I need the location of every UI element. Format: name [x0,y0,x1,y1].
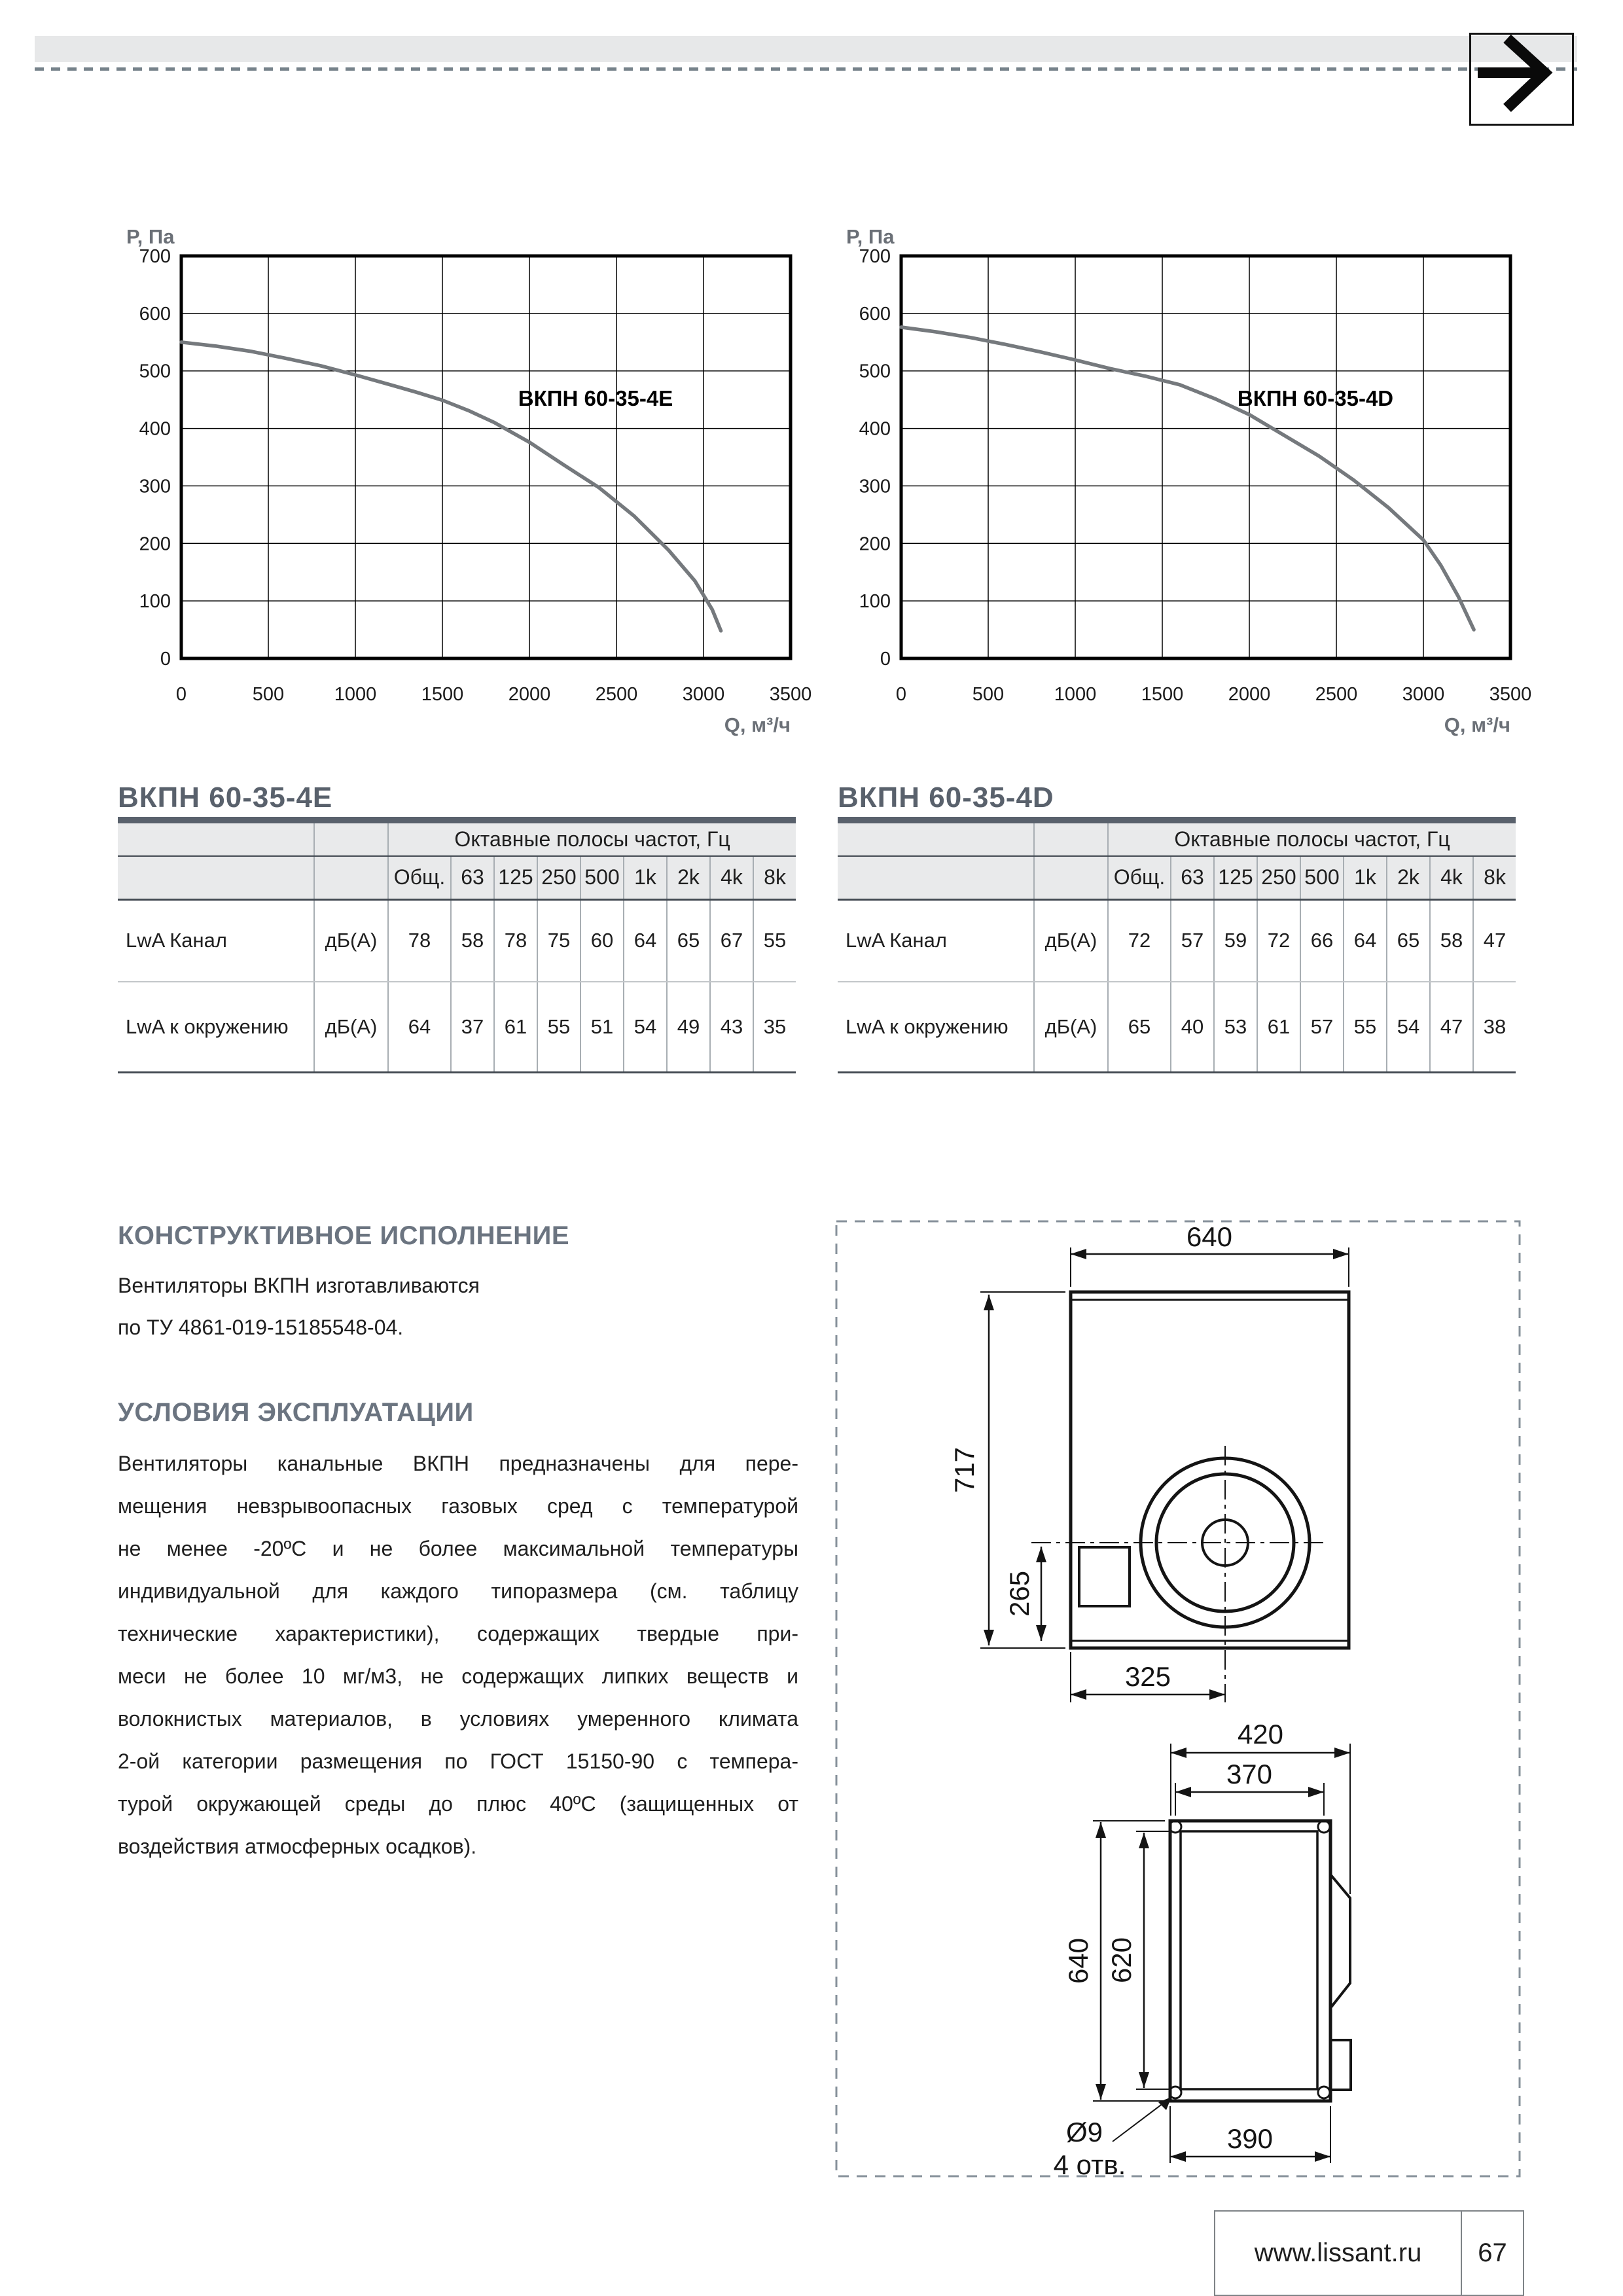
table-cell [838,823,1034,856]
value-cell: 66 [1300,899,1344,982]
value-cell: 64 [624,899,667,982]
x-tick-label: 3000 [1402,684,1445,705]
table-cell [118,823,314,856]
y-tick-label: 600 [139,303,171,325]
x-tick-label: 500 [972,684,1005,705]
table-cell [118,856,314,899]
y-tick-label: 300 [859,476,891,497]
row-name-cell: LwA к окружению [846,1014,1008,1038]
noise-table [838,823,1516,1073]
column-header-cell: 250 [537,856,580,899]
y-tick-label: 500 [859,361,891,382]
column-header-cell: 4k [710,856,753,899]
column-header-cell: 63 [451,856,494,899]
plot-frame [181,256,791,658]
value-cell: 65 [1387,899,1430,982]
group-header-cell: Октавные полосы частот, Гц [1108,823,1516,856]
hole-dia-label: Ø9 [1065,2117,1103,2147]
row-name-cell: LwA к окружению [126,1014,289,1038]
column-header-cell: Общ. [1108,856,1171,899]
y-axis-title: P, Па [126,225,175,248]
column-header-cell: 250 [1257,856,1300,899]
x-tick-label: 2500 [595,684,638,705]
fan-housing-outline [1071,1292,1349,1648]
text-line: технические характеристики), содержащих твердые при- [118,1622,798,1645]
value-cell: 60 [580,899,624,982]
section-heading-design: КОНСТРУКТИВНОЕ ИСПОЛНЕНИЕ [118,1221,569,1250]
text-line: Вентиляторы ВКПН изготавливаются [118,1274,480,1297]
column-header-cell: 125 [1214,856,1257,899]
x-tick-label: 3000 [682,684,725,705]
unit-cell: дБ(А) [314,982,388,1072]
dim-640v-label: 640 [1063,1937,1094,1984]
text-line: воздействия атмосферных осадков). [118,1835,477,1858]
value-cell: 57 [1300,982,1344,1072]
value-cell: 37 [451,982,494,1072]
dim-370-label: 370 [1226,1759,1273,1789]
noise-table [118,823,796,1073]
value-cell: 55 [537,982,580,1072]
y-tick-label: 0 [160,649,171,670]
dim-325-label: 325 [1124,1661,1171,1692]
value-cell: 59 [1214,899,1257,982]
housing-profile [1330,1874,1350,2008]
value-cell: 58 [1430,899,1473,982]
y-tick-label: 0 [880,649,891,670]
text-line: индивидуальной для каждого типоразмера (см. таблицу [118,1579,798,1603]
dim-420-label: 420 [1237,1719,1284,1749]
value-cell: 55 [1344,982,1387,1072]
text-line: 2-ой категории размещения по ГОСТ 15150-90 с темпера- [118,1749,798,1773]
y-tick-label: 600 [859,303,891,325]
dim-640-label: 640 [1186,1221,1233,1252]
value-cell: 58 [451,899,494,982]
fan-curve [181,342,721,631]
value-cell: 67 [710,899,753,982]
value-cell: 72 [1257,899,1300,982]
footer [1214,2210,1524,2296]
y-tick-label: 200 [139,533,171,555]
table-cell [1034,823,1108,856]
noise-table-4d [838,823,1516,1073]
table-cell [1034,856,1108,899]
column-header-cell: 8k [1473,856,1516,899]
x-tick-label: 1500 [421,684,464,705]
section-body-operating [118,1443,798,1868]
value-cell: 78 [494,899,537,982]
column-header-cell: 125 [494,856,537,899]
header-dashed-rule [35,67,1577,71]
column-header-cell: 500 [580,856,624,899]
x-axis-title: Q, м³/ч [724,713,791,736]
value-cell: 47 [1473,899,1516,982]
value-cell: 72 [1108,899,1171,982]
fan-curve [901,327,1474,630]
column-header-cell: Общ. [388,856,451,899]
text-line: Вентиляторы канальные ВКПН предназначены для пере- [118,1452,798,1475]
group-header-cell: Октавные полосы частот, Гц [388,823,796,856]
table-title-4d: ВКПН 60-35-4D [838,781,1054,814]
x-tick-label: 1000 [1054,684,1097,705]
y-tick-label: 400 [139,418,171,440]
x-tick-label: 2000 [1228,684,1271,705]
table-cell [314,856,388,899]
column-header-cell: 2k [667,856,710,899]
row-name-cell: LwA Канал [118,899,314,982]
x-tick-label: 1000 [334,684,377,705]
row-name-cell: LwA Канал [838,899,1034,982]
footer-site-url: www.lissant.ru [1215,2212,1462,2295]
y-tick-label: 700 [859,246,891,267]
x-tick-label: 0 [175,684,187,705]
y-tick-label: 100 [859,591,891,613]
value-cell: 51 [580,982,624,1072]
column-header-cell: 1k [624,856,667,899]
value-cell: 61 [494,982,537,1072]
table-cell [314,823,388,856]
x-tick-label: 2500 [1315,684,1358,705]
text-line: турой окружающей среды до плюс 40ºС (защищенных от [118,1792,798,1816]
curve-label: ВКПН 60-35-4D [1237,386,1394,410]
section-body-design [118,1265,802,1348]
noise-table-4e [118,823,796,1073]
fan-curve-chart-4d [825,216,1544,740]
text-line: по ТУ 4861-019-15185548-04. [118,1316,404,1339]
dim-265-label: 265 [1004,1570,1035,1617]
value-cell: 65 [1108,982,1171,1072]
y-tick-label: 100 [139,591,171,613]
value-cell: 75 [537,899,580,982]
x-tick-label: 1500 [1141,684,1184,705]
fan-curve-chart-4e [105,216,825,740]
terminal-box [1079,1547,1130,1606]
drawing-dashed-border [836,1221,1520,2176]
flange-hole [1318,2087,1330,2098]
section-heading-operating: УСЛОВИЯ ЭКСПЛУАТАЦИИ [118,1398,474,1427]
table-top-bar [118,817,796,823]
value-cell: 38 [1473,982,1516,1072]
value-cell: 65 [667,899,710,982]
column-header-cell: 2k [1387,856,1430,899]
y-axis-title: P, Па [846,225,895,248]
plot-frame [901,256,1510,658]
unit-cell: дБ(А) [1034,899,1108,982]
value-cell: 40 [1171,982,1214,1072]
value-cell: 64 [388,982,451,1072]
value-cell: 47 [1430,982,1473,1072]
value-cell: 57 [1171,899,1214,982]
x-tick-label: 500 [252,684,285,705]
text-line: не менее -20ºС и не более максимальной температуры [118,1537,798,1560]
table-top-bar [838,817,1516,823]
y-tick-label: 300 [139,476,171,497]
flange-outer-outline [1170,1821,1330,2101]
x-tick-label: 3500 [1489,684,1532,705]
column-header-cell: 500 [1300,856,1344,899]
text-line: меси не более 10 мг/м3, не содержащих липких веществ и [118,1664,798,1688]
table-title-4e: ВКПН 60-35-4Е [118,781,333,814]
dim-390-label: 390 [1226,2123,1274,2154]
value-cell: 55 [753,899,796,982]
flange-hole [1318,1821,1330,1833]
value-cell: 64 [1344,899,1387,982]
y-tick-label: 700 [139,246,171,267]
dimension-drawing [835,1220,1521,2178]
housing-foot [1330,2040,1351,2090]
column-header-cell: 1k [1344,856,1387,899]
value-cell: 53 [1214,982,1257,1072]
header-band [35,36,1577,62]
dim-717-label: 717 [949,1446,980,1494]
column-header-cell: 8k [753,856,796,899]
text-line: волокнистых материалов, в условиях умеренного климата [118,1707,798,1731]
value-cell: 78 [388,899,451,982]
curve-label: ВКПН 60-35-4Е [518,386,673,410]
right-arrow-icon [1471,35,1572,124]
unit-cell: дБ(А) [1034,982,1108,1072]
hole-count-label: 4 отв. [1053,2149,1126,2178]
unit-cell: дБ(А) [314,899,388,982]
value-cell: 43 [710,982,753,1072]
x-tick-label: 0 [895,684,907,705]
y-tick-label: 400 [859,418,891,440]
dim-620-label: 620 [1106,1937,1137,1984]
y-tick-label: 500 [139,361,171,382]
value-cell: 54 [624,982,667,1072]
flange-inner-outline [1181,1831,1317,2089]
value-cell: 54 [1387,982,1430,1072]
y-tick-label: 200 [859,533,891,555]
x-tick-label: 3500 [769,684,812,705]
value-cell: 35 [753,982,796,1072]
value-cell: 61 [1257,982,1300,1072]
x-tick-label: 2000 [508,684,551,705]
footer-page-number: 67 [1478,2238,1507,2267]
x-axis-title: Q, м³/ч [1444,713,1510,736]
table-cell [838,856,1034,899]
section-arrow-box [1469,33,1574,126]
column-header-cell: 4k [1430,856,1473,899]
column-header-cell: 63 [1171,856,1214,899]
value-cell: 49 [667,982,710,1072]
text-line: мещения невзрывоопасных газовых сред с температурой [118,1494,798,1518]
